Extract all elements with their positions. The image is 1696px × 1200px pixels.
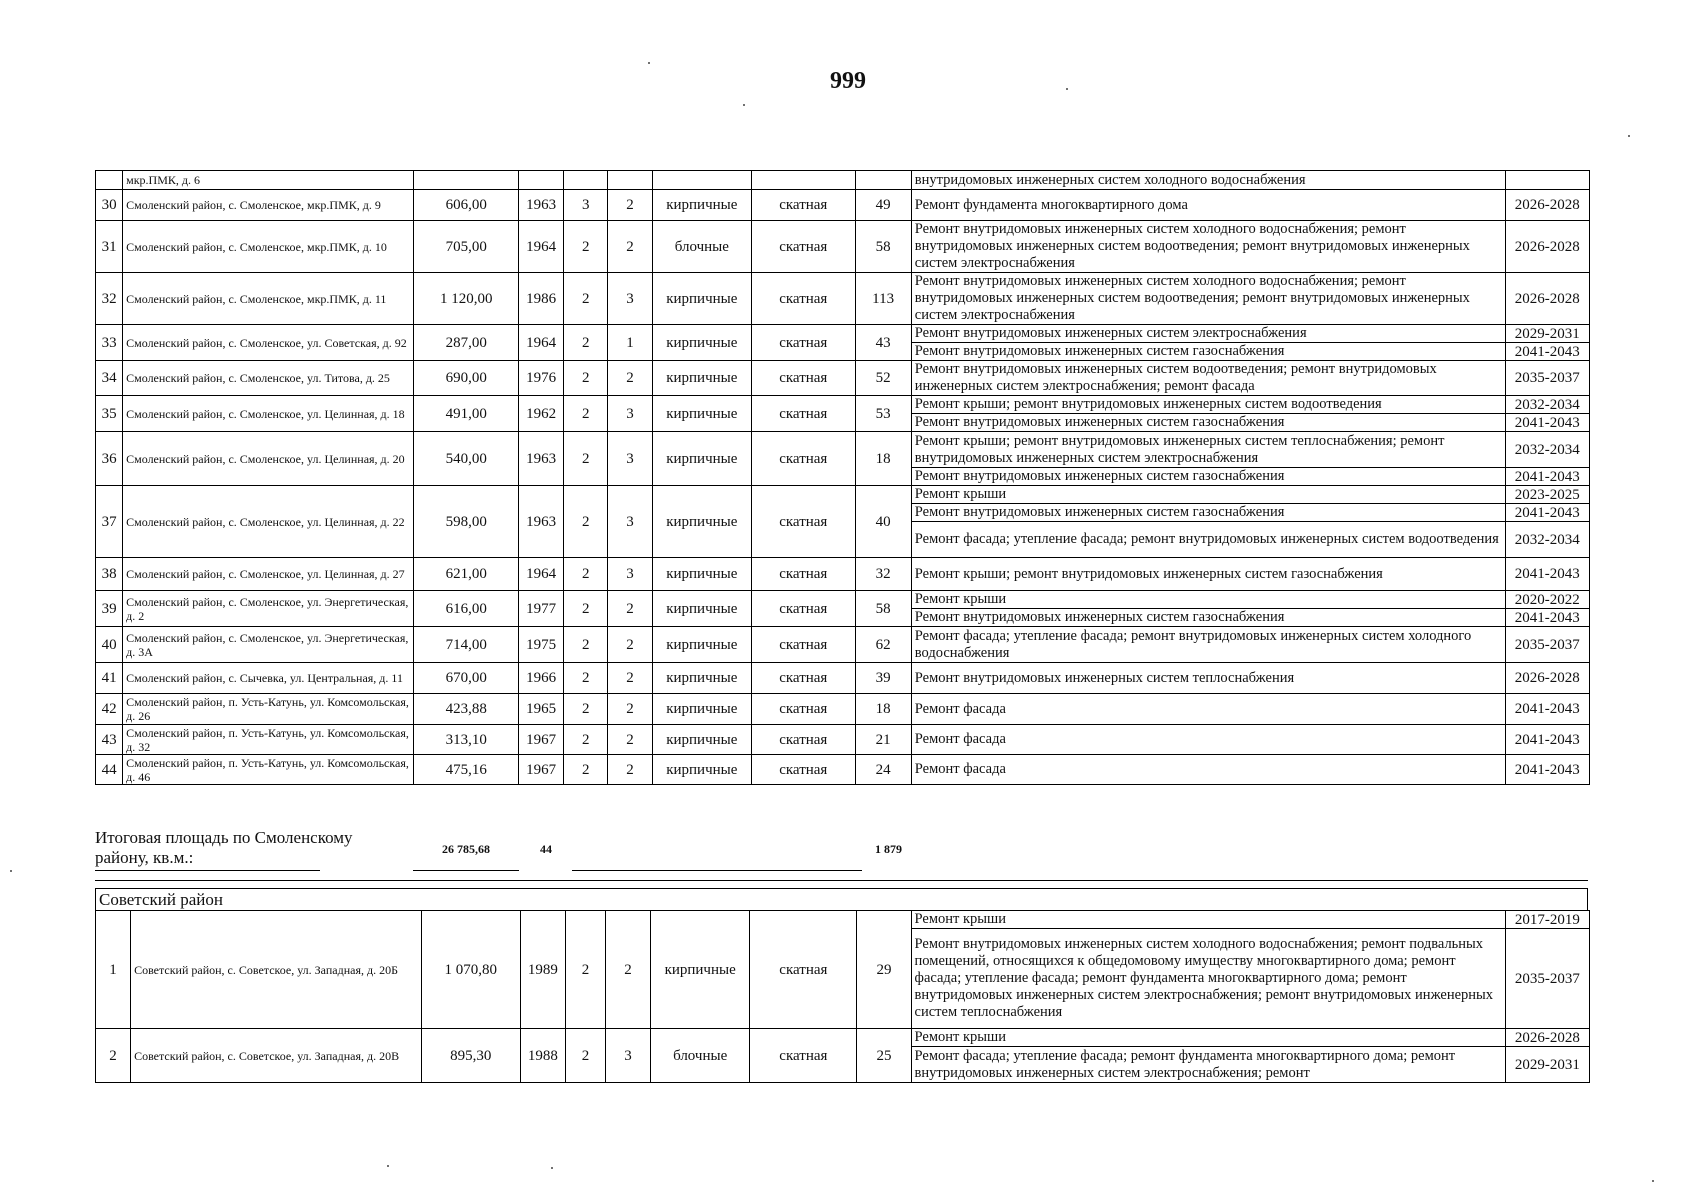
address-cell: Смоленский район, с. Смоленское, ул. Целинная, д. 18 xyxy=(123,396,414,432)
residents-cell: 29 xyxy=(857,911,911,1029)
table-row xyxy=(96,361,1590,396)
walls-cell: кирпичные xyxy=(652,627,751,663)
years-cell: 2026-2028 xyxy=(1505,221,1589,273)
years-cell: 2020-2022 xyxy=(1505,591,1589,609)
entrances-cell: 2 xyxy=(605,911,650,1029)
entrances-cell: 3 xyxy=(608,486,652,558)
sovetsky-table-body xyxy=(96,911,1590,1083)
year-cell: 1963 xyxy=(518,432,563,486)
work-cell: Ремонт внутридомовых инженерных систем газоснабжения xyxy=(911,343,1505,361)
address-cell: Советский район, с. Советское, ул. Западная, д. 20В xyxy=(131,1029,422,1083)
table-row xyxy=(96,591,1590,609)
floors-cell: 2 xyxy=(564,725,608,755)
work-cell: Ремонт фундамента многоквартирного дома xyxy=(911,190,1505,221)
residents-cell xyxy=(855,171,911,190)
area-cell: 287,00 xyxy=(414,325,518,361)
work-cell: Ремонт фасада; утепление фасада; ремонт внутридомовых инженерных систем водоотведения xyxy=(911,522,1505,558)
walls-cell: кирпичные xyxy=(652,432,751,486)
walls-cell: блочные xyxy=(652,221,751,273)
walls-cell: кирпичные xyxy=(652,755,751,785)
work-cell: Ремонт фасада xyxy=(911,694,1505,725)
year-cell: 1966 xyxy=(518,663,563,694)
address-cell: Смоленский район, п. Усть-Катунь, ул. Комсомольская, д. 46 xyxy=(123,755,414,785)
walls-cell: блочные xyxy=(651,1029,750,1083)
roof-cell: скатная xyxy=(752,273,855,325)
scan-speck xyxy=(1652,1180,1654,1182)
walls-cell: кирпичные xyxy=(651,911,750,1029)
residents-cell: 32 xyxy=(855,558,911,591)
roof-cell: скатная xyxy=(752,725,855,755)
address-cell: мкр.ПМК, д. 6 xyxy=(123,171,414,190)
entrances-cell: 1 xyxy=(608,325,652,361)
floors-cell: 2 xyxy=(564,755,608,785)
floors-cell: 2 xyxy=(564,361,608,396)
work-cell: внутридомовых инженерных систем холодного водоснабжения xyxy=(911,171,1505,190)
years-cell xyxy=(1505,171,1589,190)
years-cell: 2026-2028 xyxy=(1505,1029,1589,1047)
work-cell: Ремонт внутридомовых инженерных систем газоснабжения xyxy=(911,468,1505,486)
scan-speck xyxy=(743,104,745,106)
entrances-cell xyxy=(608,171,652,190)
walls-cell: кирпичные xyxy=(652,273,751,325)
walls-cell xyxy=(652,171,751,190)
smolensk-summary xyxy=(95,828,1595,878)
year-cell: 1963 xyxy=(518,486,563,558)
floors-cell: 2 xyxy=(564,396,608,432)
row-number-cell: 41 xyxy=(96,663,123,694)
scan-speck xyxy=(551,1167,553,1169)
years-cell: 2026-2028 xyxy=(1505,190,1589,221)
area-cell: 606,00 xyxy=(414,190,518,221)
row-number-cell: 32 xyxy=(96,273,123,325)
year-cell: 1988 xyxy=(520,1029,565,1083)
work-cell: Ремонт крыши; ремонт внутридомовых инженерных систем теплоснабжения; ремонт внутридомовых инженерных систем электроснабжения xyxy=(911,432,1505,468)
area-cell: 670,00 xyxy=(414,663,518,694)
year-cell: 1964 xyxy=(518,221,563,273)
row-number-cell: 36 xyxy=(96,432,123,486)
residents-cell: 58 xyxy=(855,591,911,627)
address-cell: Советский район, с. Советское, ул. Западная, д. 20Б xyxy=(131,911,422,1029)
residents-cell: 40 xyxy=(855,486,911,558)
row-number-cell: 38 xyxy=(96,558,123,591)
year-cell: 1977 xyxy=(518,591,563,627)
floors-cell: 2 xyxy=(564,663,608,694)
address-cell: Смоленский район, с. Смоленское, ул. Энергетическая, д. 3А xyxy=(123,627,414,663)
year-cell: 1964 xyxy=(518,325,563,361)
table-row xyxy=(96,325,1590,343)
row-number-cell: 37 xyxy=(96,486,123,558)
year-cell: 1963 xyxy=(518,190,563,221)
row-number-cell: 42 xyxy=(96,694,123,725)
walls-cell: кирпичные xyxy=(652,190,751,221)
years-cell: 2041-2043 xyxy=(1505,414,1589,432)
table-row xyxy=(96,432,1590,468)
row-number-cell: 30 xyxy=(96,190,123,221)
work-cell: Ремонт фасада xyxy=(911,755,1505,785)
work-cell: Ремонт внутридомовых инженерных систем газоснабжения xyxy=(911,609,1505,627)
table-row xyxy=(96,755,1590,785)
roof-cell: скатная xyxy=(750,1029,857,1083)
table-row xyxy=(96,558,1590,591)
roof-cell: скатная xyxy=(750,911,857,1029)
residents-cell: 58 xyxy=(855,221,911,273)
roof-cell: скатная xyxy=(752,361,855,396)
years-cell: 2041-2043 xyxy=(1505,343,1589,361)
floors-cell: 2 xyxy=(564,486,608,558)
area-cell: 1 120,00 xyxy=(414,273,518,325)
smolensk-table-body xyxy=(96,171,1590,785)
years-cell: 2041-2043 xyxy=(1505,755,1589,785)
walls-cell: кирпичные xyxy=(652,725,751,755)
work-cell: Ремонт крыши xyxy=(911,591,1505,609)
row-number-cell: 33 xyxy=(96,325,123,361)
table-row xyxy=(96,911,1590,929)
years-cell: 2041-2043 xyxy=(1505,609,1589,627)
entrances-cell: 3 xyxy=(608,432,652,486)
address-cell: Смоленский район, с. Смоленское, мкр.ПМК, д. 10 xyxy=(123,221,414,273)
year-cell: 1986 xyxy=(518,273,563,325)
row-number-cell: 2 xyxy=(96,1029,131,1083)
floors-cell: 2 xyxy=(564,221,608,273)
address-cell: Смоленский район, с. Смоленское, ул. Титова, д. 25 xyxy=(123,361,414,396)
roof-cell: скатная xyxy=(752,486,855,558)
summary-label: Итоговая площадь по Смоленскому району, кв.м.: xyxy=(95,828,353,867)
work-cell: Ремонт внутридомовых инженерных систем газоснабжения xyxy=(911,504,1505,522)
years-cell: 2035-2037 xyxy=(1505,929,1589,1029)
work-cell: Ремонт крыши; ремонт внутридомовых инженерных систем газоснабжения xyxy=(911,558,1505,591)
scan-speck xyxy=(387,1165,389,1167)
work-cell: Ремонт фасада xyxy=(911,725,1505,755)
floors-cell: 2 xyxy=(565,911,605,1029)
area-cell xyxy=(414,171,518,190)
years-cell: 2029-2031 xyxy=(1505,325,1589,343)
row-number-cell: 31 xyxy=(96,221,123,273)
address-cell: Смоленский район, с. Сычевка, ул. Центральная, д. 11 xyxy=(123,663,414,694)
table-row xyxy=(96,221,1590,273)
sovetsky-table xyxy=(95,910,1590,1083)
residents-cell: 21 xyxy=(855,725,911,755)
address-cell: Смоленский район, с. Смоленское, ул. Советская, д. 92 xyxy=(123,325,414,361)
summary-residents: 1 879 xyxy=(875,842,902,856)
table-row xyxy=(96,273,1590,325)
walls-cell: кирпичные xyxy=(652,558,751,591)
residents-cell: 53 xyxy=(855,396,911,432)
year-cell: 1975 xyxy=(518,627,563,663)
area-cell: 616,00 xyxy=(414,591,518,627)
walls-cell: кирпичные xyxy=(652,694,751,725)
walls-cell: кирпичные xyxy=(652,663,751,694)
area-cell: 714,00 xyxy=(414,627,518,663)
work-cell: Ремонт внутридомовых инженерных систем водоотведения; ремонт внутридомовых инженерных систем электроснабжения; ремонт фасада xyxy=(911,361,1505,396)
years-cell: 2041-2043 xyxy=(1505,694,1589,725)
address-cell: Смоленский район, с. Смоленское, ул. Целинная, д. 27 xyxy=(123,558,414,591)
scan-speck xyxy=(1066,88,1068,90)
roof-cell: скатная xyxy=(752,432,855,486)
roof-cell: скатная xyxy=(752,627,855,663)
years-cell: 2026-2028 xyxy=(1505,273,1589,325)
scan-speck xyxy=(648,62,650,64)
area-cell: 621,00 xyxy=(414,558,518,591)
year-cell: 1962 xyxy=(518,396,563,432)
year-cell: 1967 xyxy=(518,725,563,755)
summary-underline xyxy=(572,870,862,871)
residents-cell: 18 xyxy=(855,432,911,486)
address-cell: Смоленский район, п. Усть-Катунь, ул. Комсомольская, д. 26 xyxy=(123,694,414,725)
entrances-cell: 2 xyxy=(608,190,652,221)
summary-count: 44 xyxy=(540,842,552,856)
roof-cell: скатная xyxy=(752,221,855,273)
years-cell: 2041-2043 xyxy=(1505,504,1589,522)
years-cell: 2023-2025 xyxy=(1505,486,1589,504)
work-cell: Ремонт крыши xyxy=(911,1029,1505,1047)
entrances-cell: 2 xyxy=(608,755,652,785)
entrances-cell: 3 xyxy=(608,396,652,432)
roof-cell: скатная xyxy=(752,396,855,432)
scan-speck xyxy=(1628,135,1630,137)
entrances-cell: 2 xyxy=(608,221,652,273)
walls-cell: кирпичные xyxy=(652,486,751,558)
work-cell: Ремонт внутридомовых инженерных систем газоснабжения xyxy=(911,414,1505,432)
address-cell: Смоленский район, с. Смоленское, мкр.ПМК, д. 9 xyxy=(123,190,414,221)
page-number: 999 xyxy=(830,68,866,94)
row-number-cell: 39 xyxy=(96,591,123,627)
address-cell: Смоленский район, с. Смоленское, мкр.ПМК, д. 11 xyxy=(123,273,414,325)
table-row xyxy=(96,627,1590,663)
years-cell: 2032-2034 xyxy=(1505,396,1589,414)
residents-cell: 43 xyxy=(855,325,911,361)
area-cell: 475,16 xyxy=(414,755,518,785)
year-cell xyxy=(518,171,563,190)
floors-cell: 2 xyxy=(565,1029,605,1083)
roof-cell: скатная xyxy=(752,755,855,785)
entrances-cell: 2 xyxy=(608,361,652,396)
work-cell: Ремонт внутридомовых инженерных систем электроснабжения xyxy=(911,325,1505,343)
roof-cell: скатная xyxy=(752,694,855,725)
area-cell: 895,30 xyxy=(421,1029,520,1083)
work-cell: Ремонт крыши xyxy=(911,486,1505,504)
section-divider xyxy=(95,880,1588,881)
work-cell: Ремонт крыши xyxy=(911,911,1505,929)
roof-cell: скатная xyxy=(752,591,855,627)
row-number-cell: 1 xyxy=(96,911,131,1029)
years-cell: 2032-2034 xyxy=(1505,522,1589,558)
table-row xyxy=(96,694,1590,725)
area-cell: 598,00 xyxy=(414,486,518,558)
table-row xyxy=(96,396,1590,414)
floors-cell: 2 xyxy=(564,273,608,325)
table-row xyxy=(96,171,1590,190)
row-number-cell: 34 xyxy=(96,361,123,396)
walls-cell: кирпичные xyxy=(652,325,751,361)
years-cell: 2029-2031 xyxy=(1505,1047,1589,1083)
entrances-cell: 2 xyxy=(608,725,652,755)
years-cell: 2041-2043 xyxy=(1505,725,1589,755)
entrances-cell: 3 xyxy=(605,1029,650,1083)
residents-cell: 62 xyxy=(855,627,911,663)
year-cell: 1976 xyxy=(518,361,563,396)
years-cell: 2026-2028 xyxy=(1505,663,1589,694)
entrances-cell: 3 xyxy=(608,558,652,591)
row-number-cell xyxy=(96,171,123,190)
floors-cell: 2 xyxy=(564,591,608,627)
table-row xyxy=(96,725,1590,755)
summary-area: 26 785,68 xyxy=(442,842,490,856)
entrances-cell: 2 xyxy=(608,694,652,725)
floors-cell: 2 xyxy=(564,325,608,361)
years-cell: 2017-2019 xyxy=(1505,911,1589,929)
address-cell: Смоленский район, с. Смоленское, ул. Целинная, д. 20 xyxy=(123,432,414,486)
area-cell: 705,00 xyxy=(414,221,518,273)
smolensk-table xyxy=(95,170,1590,785)
work-cell: Ремонт фасада; утепление фасада; ремонт фундамента многоквартирного дома; ремонт внутридомовых инженерных систем электроснабжения; ремонт xyxy=(911,1047,1505,1083)
address-cell: Смоленский район, с. Смоленское, ул. Энергетическая, д. 2 xyxy=(123,591,414,627)
residents-cell: 52 xyxy=(855,361,911,396)
roof-cell: скатная xyxy=(752,558,855,591)
summary-underline xyxy=(95,870,320,871)
years-cell: 2041-2043 xyxy=(1505,468,1589,486)
district-header: Советский район xyxy=(95,888,1588,910)
entrances-cell: 2 xyxy=(608,663,652,694)
area-cell: 540,00 xyxy=(414,432,518,486)
area-cell: 690,00 xyxy=(414,361,518,396)
roof-cell: скатная xyxy=(752,325,855,361)
floors-cell xyxy=(564,171,608,190)
summary-underline xyxy=(413,870,519,871)
row-number-cell: 40 xyxy=(96,627,123,663)
work-cell: Ремонт крыши; ремонт внутридомовых инженерных систем водоотведения xyxy=(911,396,1505,414)
walls-cell: кирпичные xyxy=(652,361,751,396)
entrances-cell: 3 xyxy=(608,273,652,325)
years-cell: 2032-2034 xyxy=(1505,432,1589,468)
area-cell: 491,00 xyxy=(414,396,518,432)
year-cell: 1967 xyxy=(518,755,563,785)
floors-cell: 2 xyxy=(564,558,608,591)
year-cell: 1964 xyxy=(518,558,563,591)
residents-cell: 25 xyxy=(857,1029,911,1083)
row-number-cell: 44 xyxy=(96,755,123,785)
row-number-cell: 35 xyxy=(96,396,123,432)
roof-cell: скатная xyxy=(752,190,855,221)
work-cell: Ремонт внутридомовых инженерных систем холодного водоснабжения; ремонт внутридомовых инженерных систем водоотведения; ремонт внутридомовых инженерных систем электроснабжения xyxy=(911,273,1505,325)
floors-cell: 3 xyxy=(564,190,608,221)
work-cell: Ремонт фасада; утепление фасада; ремонт внутридомовых инженерных систем холодного водоснабжения xyxy=(911,627,1505,663)
roof-cell: скатная xyxy=(752,663,855,694)
table-row xyxy=(96,190,1590,221)
area-cell: 313,10 xyxy=(414,725,518,755)
entrances-cell: 2 xyxy=(608,627,652,663)
walls-cell: кирпичные xyxy=(652,591,751,627)
residents-cell: 113 xyxy=(855,273,911,325)
work-cell: Ремонт внутридомовых инженерных систем холодного водоснабжения; ремонт подвальных помещений, относящихся к общедомовому имуществу многоквартирного дома; ремонт фасада; утепление фасада; ремонт фундамента многоквартирного дома; ремонт внутридомовых инженерных систем электроснабжения; ремонт внутридомовых инженерных систем теплоснабжения xyxy=(911,929,1505,1029)
work-cell: Ремонт внутридомовых инженерных систем теплоснабжения xyxy=(911,663,1505,694)
area-cell: 1 070,80 xyxy=(421,911,520,1029)
table-row xyxy=(96,486,1590,504)
years-cell: 2035-2037 xyxy=(1505,627,1589,663)
years-cell: 2041-2043 xyxy=(1505,558,1589,591)
year-cell: 1965 xyxy=(518,694,563,725)
row-number-cell: 43 xyxy=(96,725,123,755)
walls-cell: кирпичные xyxy=(652,396,751,432)
floors-cell: 2 xyxy=(564,694,608,725)
table-row xyxy=(96,1029,1590,1047)
floors-cell: 2 xyxy=(564,627,608,663)
table-row xyxy=(96,663,1590,694)
residents-cell: 18 xyxy=(855,694,911,725)
year-cell: 1989 xyxy=(520,911,565,1029)
roof-cell xyxy=(752,171,855,190)
address-cell: Смоленский район, с. Смоленское, ул. Целинная, д. 22 xyxy=(123,486,414,558)
residents-cell: 49 xyxy=(855,190,911,221)
residents-cell: 24 xyxy=(855,755,911,785)
floors-cell: 2 xyxy=(564,432,608,486)
address-cell: Смоленский район, п. Усть-Катунь, ул. Комсомольская, д. 32 xyxy=(123,725,414,755)
residents-cell: 39 xyxy=(855,663,911,694)
entrances-cell: 2 xyxy=(608,591,652,627)
area-cell: 423,88 xyxy=(414,694,518,725)
work-cell: Ремонт внутридомовых инженерных систем холодного водоснабжения; ремонт внутридомовых инженерных систем водоотведения; ремонт внутридомовых инженерных систем электроснабжения xyxy=(911,221,1505,273)
scan-speck xyxy=(10,870,12,872)
years-cell: 2035-2037 xyxy=(1505,361,1589,396)
